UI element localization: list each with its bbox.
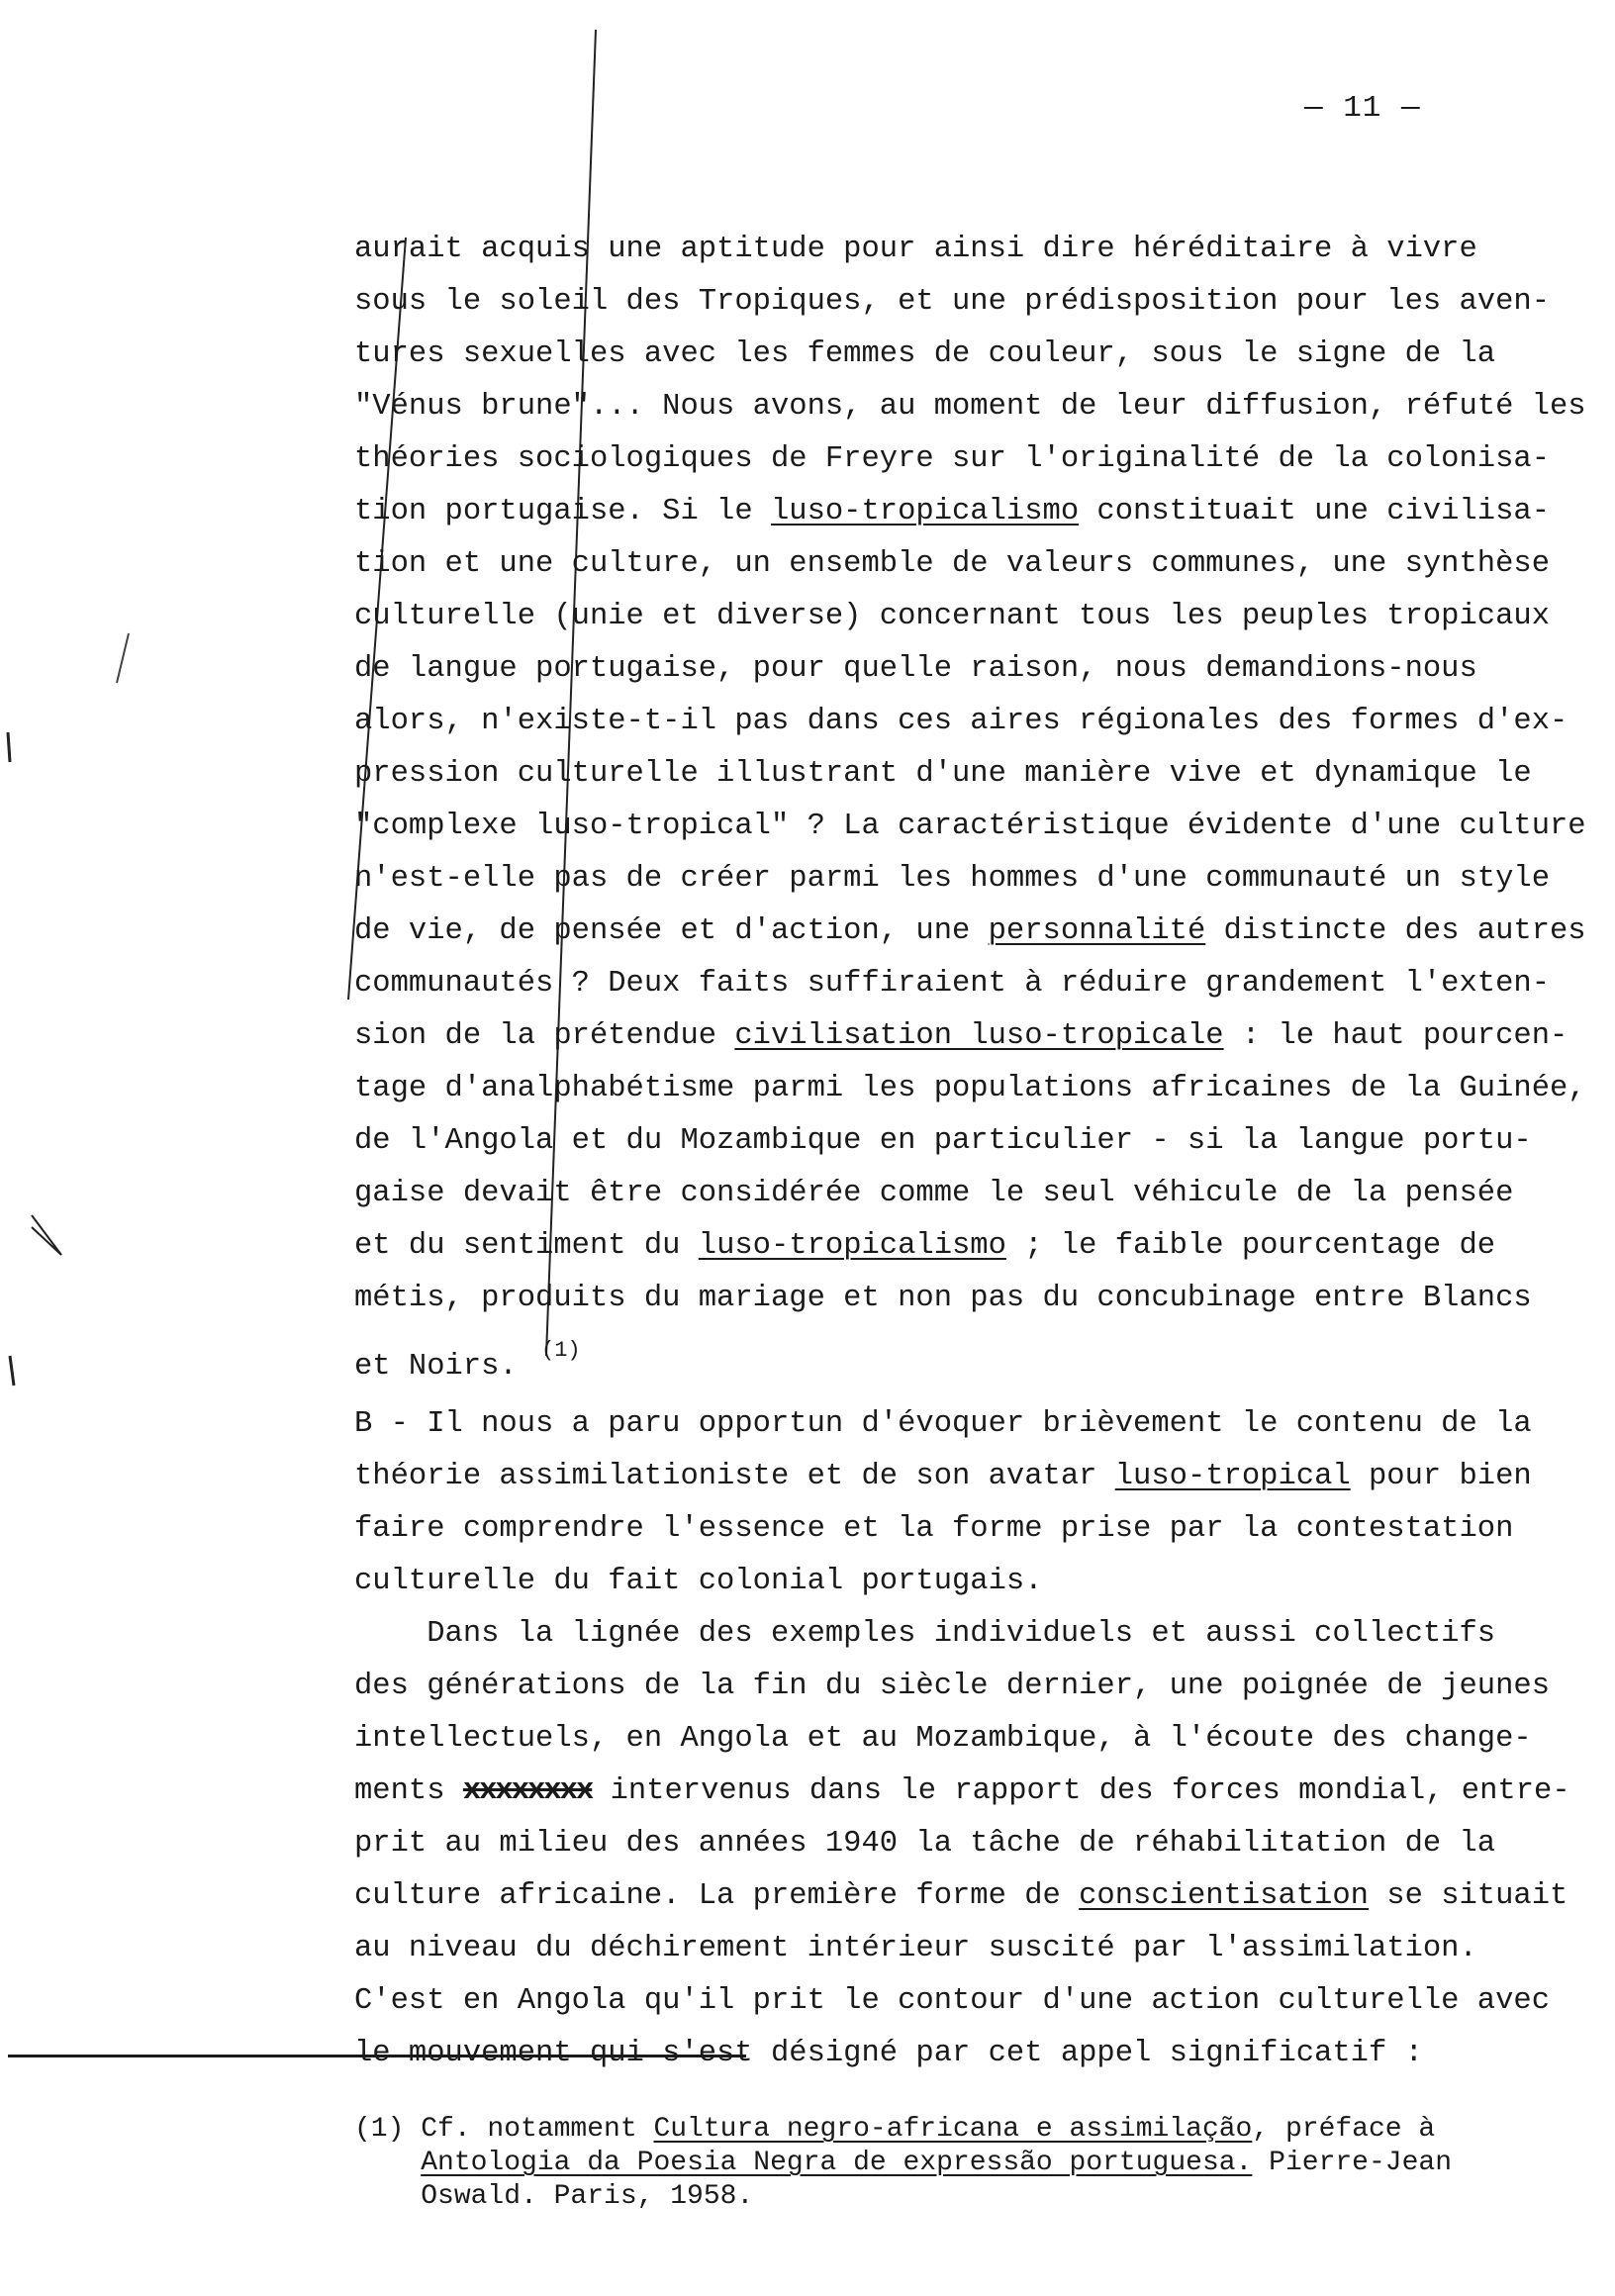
text-span: et Noirs.: [354, 1350, 536, 1384]
text-line: tion et une culture, un ensemble de valeurs communes, une synthèse: [354, 547, 1550, 581]
footnote-marker: (1) Cf. notamment: [354, 2114, 654, 2145]
text-line: [354, 486, 1550, 537]
text-line: "complexe luso-tropical" ? La caractéristique évidente d'une culture: [354, 810, 1586, 843]
text-line: de l'Angola et du Mozambique en particulier - si la langue portu-: [354, 1124, 1532, 1158]
text-line: prit au milieu des années 1940 la tâche de réhabilitation de la: [354, 1827, 1496, 1861]
text-line: [354, 1451, 1532, 1502]
text-line: culturelle du fait colonial portugais.: [354, 1565, 1043, 1598]
text-line: le mouvement qui s'est désigné par cet appel significatif :: [354, 2037, 1423, 2070]
text-line: de langue portugaise, pour quelle raison, nous demandions-nous: [354, 652, 1477, 686]
text-line: [354, 1766, 1570, 1817]
text-span: Pierre-Jean: [1252, 2148, 1452, 2178]
text-span: pour bien: [1350, 1460, 1532, 1493]
text-line: sous le soleil des Tropiques, et une prédisposition pour les aven-: [354, 285, 1550, 319]
text-line: [354, 1010, 1568, 1062]
text-span: sion de la prétendue: [354, 1019, 735, 1053]
text-span: distincte des autres: [1205, 914, 1586, 948]
text-span: de vie, de pensée et d'action, une: [354, 914, 989, 948]
text-span: culture africaine. La première forme de: [354, 1879, 1080, 1913]
underlined-term: civilisation luso-tropicale: [734, 1019, 1224, 1053]
underlined-term: luso-tropicalismo: [698, 1229, 1006, 1263]
margin-check-mark: [32, 1215, 61, 1255]
text-line: Dans la lignée des exemples individuels et aussi collectifs: [354, 1617, 1496, 1651]
text-line: communautés ? Deux faits suffiraient à réduire grandement l'exten-: [354, 967, 1550, 1001]
text-line: gaise devait être considérée comme le seul véhicule de la pensée: [354, 1177, 1514, 1210]
margin-paren-mark: [8, 732, 10, 762]
footnote-line: [354, 2148, 1452, 2179]
underlined-term: luso-tropical: [1114, 1460, 1351, 1493]
footnote-line: [354, 2114, 1435, 2146]
text-line: des générations de la fin du siècle dernier, une poignée de jeunes: [354, 1670, 1550, 1703]
text-line: "Vénus brune"... Nous avons, au moment de leur diffusion, réfuté les: [354, 390, 1586, 424]
underlined-term: personnalité: [988, 914, 1206, 948]
text-span: théorie assimilationiste et de son avatar: [354, 1460, 1115, 1493]
text-span: ; le faible pourcentage de: [1005, 1229, 1496, 1263]
footnote-separator: [8, 2055, 746, 2057]
underlined-term: luso-tropicalismo: [770, 495, 1080, 528]
text-line: pression culturelle illustrant d'une manière vive et dynamique le: [354, 757, 1532, 791]
margin-tick-mark: [10, 1356, 14, 1386]
footnote-line: Oswald. Paris, 1958.: [354, 2181, 754, 2212]
text-span: [354, 2148, 421, 2178]
text-line: [354, 1220, 1495, 1272]
margin-bracket-mark: [117, 633, 129, 683]
text-line: B - Il nous a paru opportun d'évoquer brièvement le contenu de la: [354, 1407, 1532, 1441]
text-line: aurait acquis une aptitude pour ainsi dire héréditaire à vivre: [354, 233, 1477, 266]
page-number: — 11 —: [1304, 91, 1421, 126]
text-line: [354, 906, 1586, 957]
text-line: tage d'analphabétisme parmi les populations africaines de la Guinée,: [354, 1072, 1586, 1105]
text-span: intervenus dans le rapport des forces mondial, entre-: [592, 1774, 1570, 1808]
text-line: C'est en Angola qu'il prit le contour d'une action culturelle avec: [354, 1984, 1550, 2018]
text-span: se situait: [1368, 1879, 1568, 1913]
text-line: [354, 1325, 581, 1384]
text-line: n'est-elle pas de créer parmi les hommes d'une communauté un style: [354, 862, 1550, 896]
footnote-title: Antologia da Poesia Negra de expressão portuguesa.: [421, 2148, 1253, 2178]
text-line: intellectuels, en Angola et au Mozambique, à l'écoute des change-: [354, 1722, 1532, 1756]
underlined-term: conscientisation: [1079, 1879, 1369, 1913]
text-span: et du sentiment du: [354, 1229, 699, 1263]
footnote-reference: (1): [541, 1338, 581, 1363]
text-span: , préface à: [1252, 2114, 1436, 2145]
text-line: culturelle (unie et diverse) concernant tous les peuples tropicaux: [354, 600, 1550, 633]
text-line: métis, produits du mariage et non pas du concubinage entre Blancs: [354, 1282, 1532, 1315]
text-line: faire comprendre l'essence et la forme prise par la contestation: [354, 1512, 1514, 1546]
text-line: [354, 1870, 1568, 1922]
struck-out-word: xxxxxxxx: [462, 1774, 593, 1808]
text-span: tion portugaise. Si le: [354, 495, 771, 528]
text-span: constituait une civilisa-: [1079, 495, 1551, 528]
text-line: théories sociologiques de Freyre sur l'originalité de la colonisa-: [354, 442, 1550, 476]
text-line: tures sexuelles avec les femmes de couleur, sous le signe de la: [354, 337, 1496, 371]
text-line: alors, n'existe-t-il pas dans ces aires régionales des formes d'ex-: [354, 705, 1568, 738]
footnote-title: Cultura negro-africana e assimilação: [653, 2114, 1253, 2145]
text-line: au niveau du déchirement intérieur suscité par l'assimilation.: [354, 1932, 1477, 1965]
text-span: : le haut pourcen-: [1223, 1019, 1568, 1053]
text-span: ments: [354, 1774, 463, 1808]
